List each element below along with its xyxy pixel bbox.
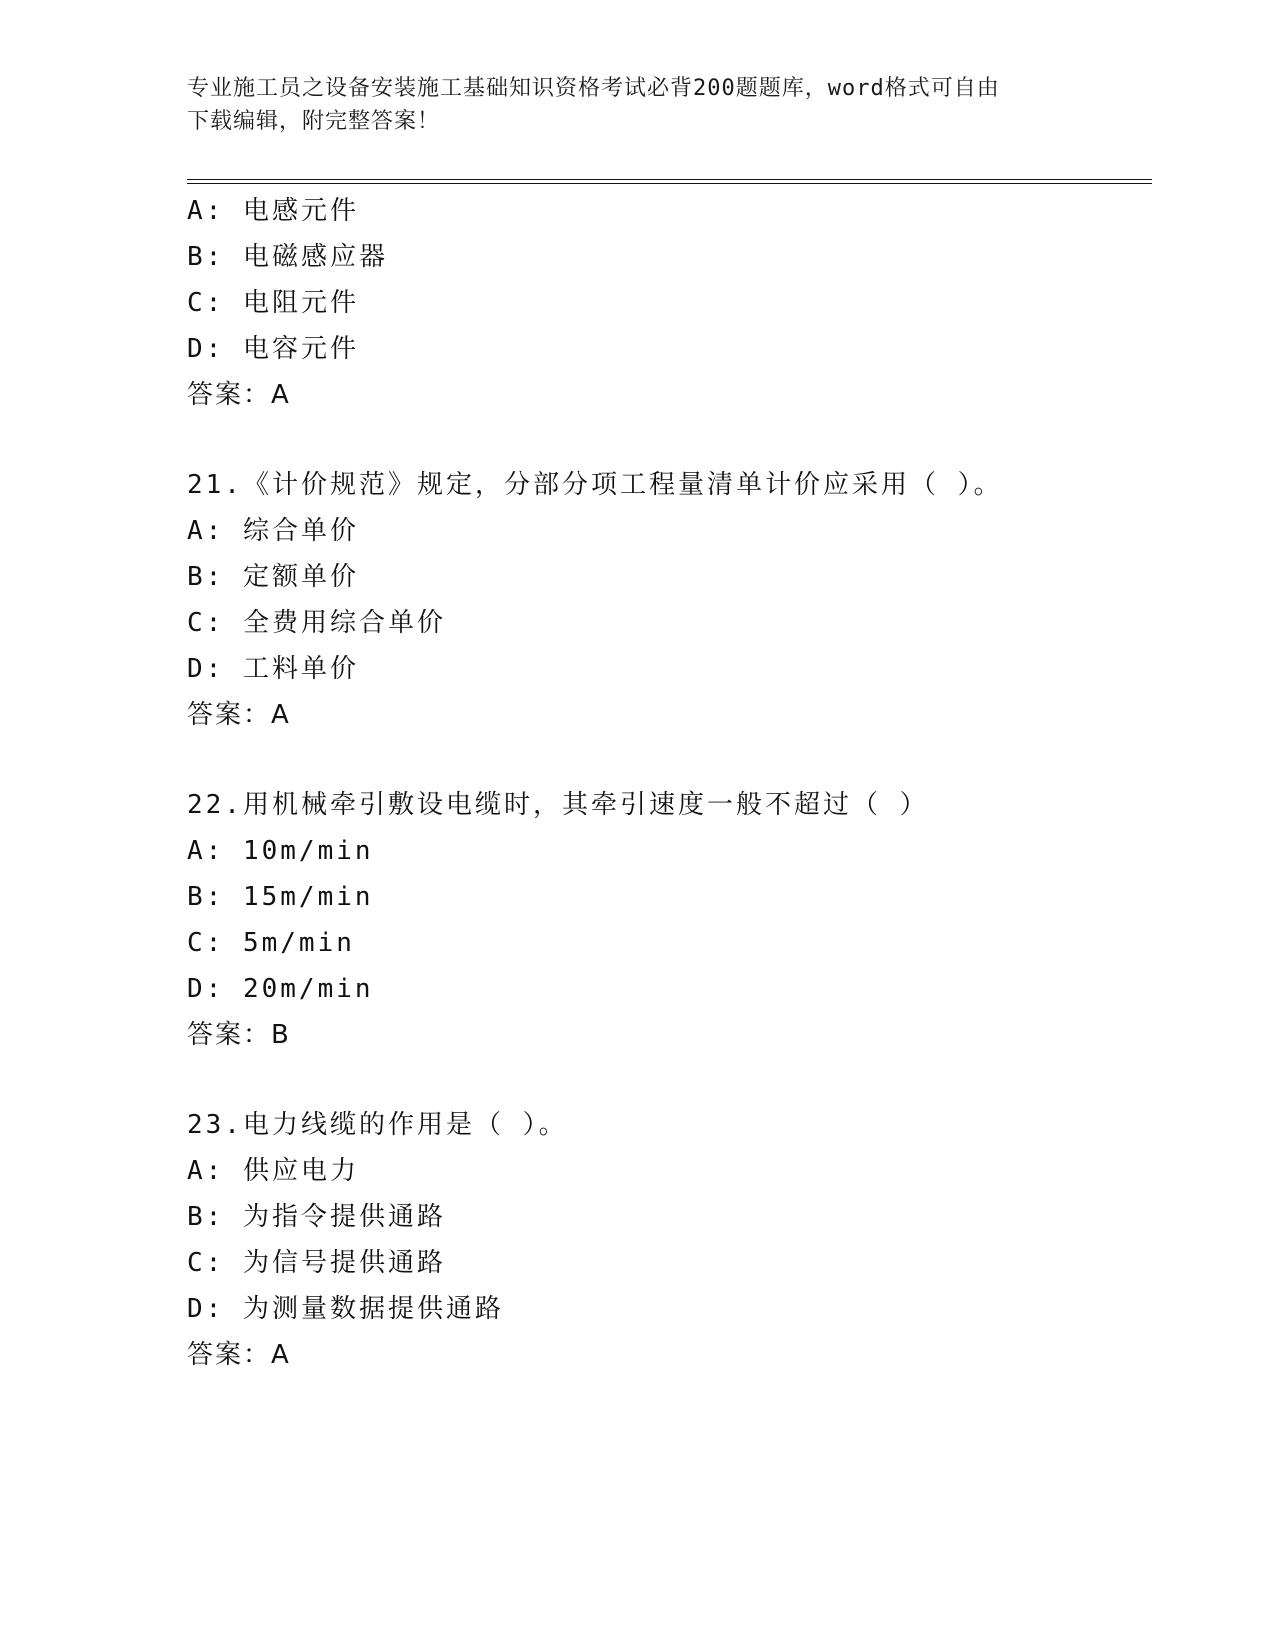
option-c: C: 为信号提供通路 <box>187 1248 446 1278</box>
option-d: D: 工料单价 <box>187 654 359 684</box>
option-b: B: 定额单价 <box>187 562 359 592</box>
document-header <box>187 72 1087 138</box>
option-a: A: 电感元件 <box>187 196 359 226</box>
option-a: A: 综合单价 <box>187 516 359 546</box>
header-title-line-2: 下载编辑，附完整答案！ <box>187 109 441 134</box>
question-text: 21.《计价规范》规定，分部分项工程量清单计价应采用（ ）。 <box>187 470 1003 500</box>
question-block-21 <box>187 462 1152 738</box>
option-b: B: 15m/min <box>187 882 374 912</box>
option-d: D: 为测量数据提供通路 <box>187 1294 504 1324</box>
question-block-20 <box>187 188 1152 418</box>
option-c: C: 全费用综合单价 <box>187 608 446 638</box>
option-d: D: 20m/min <box>187 974 374 1004</box>
header-divider-bottom <box>187 183 1152 184</box>
answer-line: 答案：A <box>187 1340 291 1370</box>
question-block-22 <box>187 782 1152 1058</box>
option-a: A: 供应电力 <box>187 1156 359 1186</box>
question-text: 23.电力线缆的作用是（ ）。 <box>187 1110 568 1140</box>
answer-line: 答案：B <box>187 1020 291 1050</box>
option-c: C: 电阻元件 <box>187 288 359 318</box>
option-b: B: 电磁感应器 <box>187 242 388 272</box>
option-a: A: 10m/min <box>187 836 374 866</box>
option-c: C: 5m/min <box>187 928 355 958</box>
option-d: D: 电容元件 <box>187 334 359 364</box>
question-block-23 <box>187 1102 1152 1378</box>
answer-line: 答案：A <box>187 700 291 730</box>
option-b: B: 为指令提供通路 <box>187 1202 446 1232</box>
answer-line: 答案：A <box>187 380 291 410</box>
header-divider-top <box>187 179 1152 180</box>
question-list <box>187 188 1152 1378</box>
question-text: 22.用机械牵引敷设电缆时，其牵引速度一般不超过（ ） <box>187 790 929 820</box>
header-title-line-1: 专业施工员之设备安装施工基础知识资格考试必背200题题库，word格式可自由 <box>187 76 1000 101</box>
